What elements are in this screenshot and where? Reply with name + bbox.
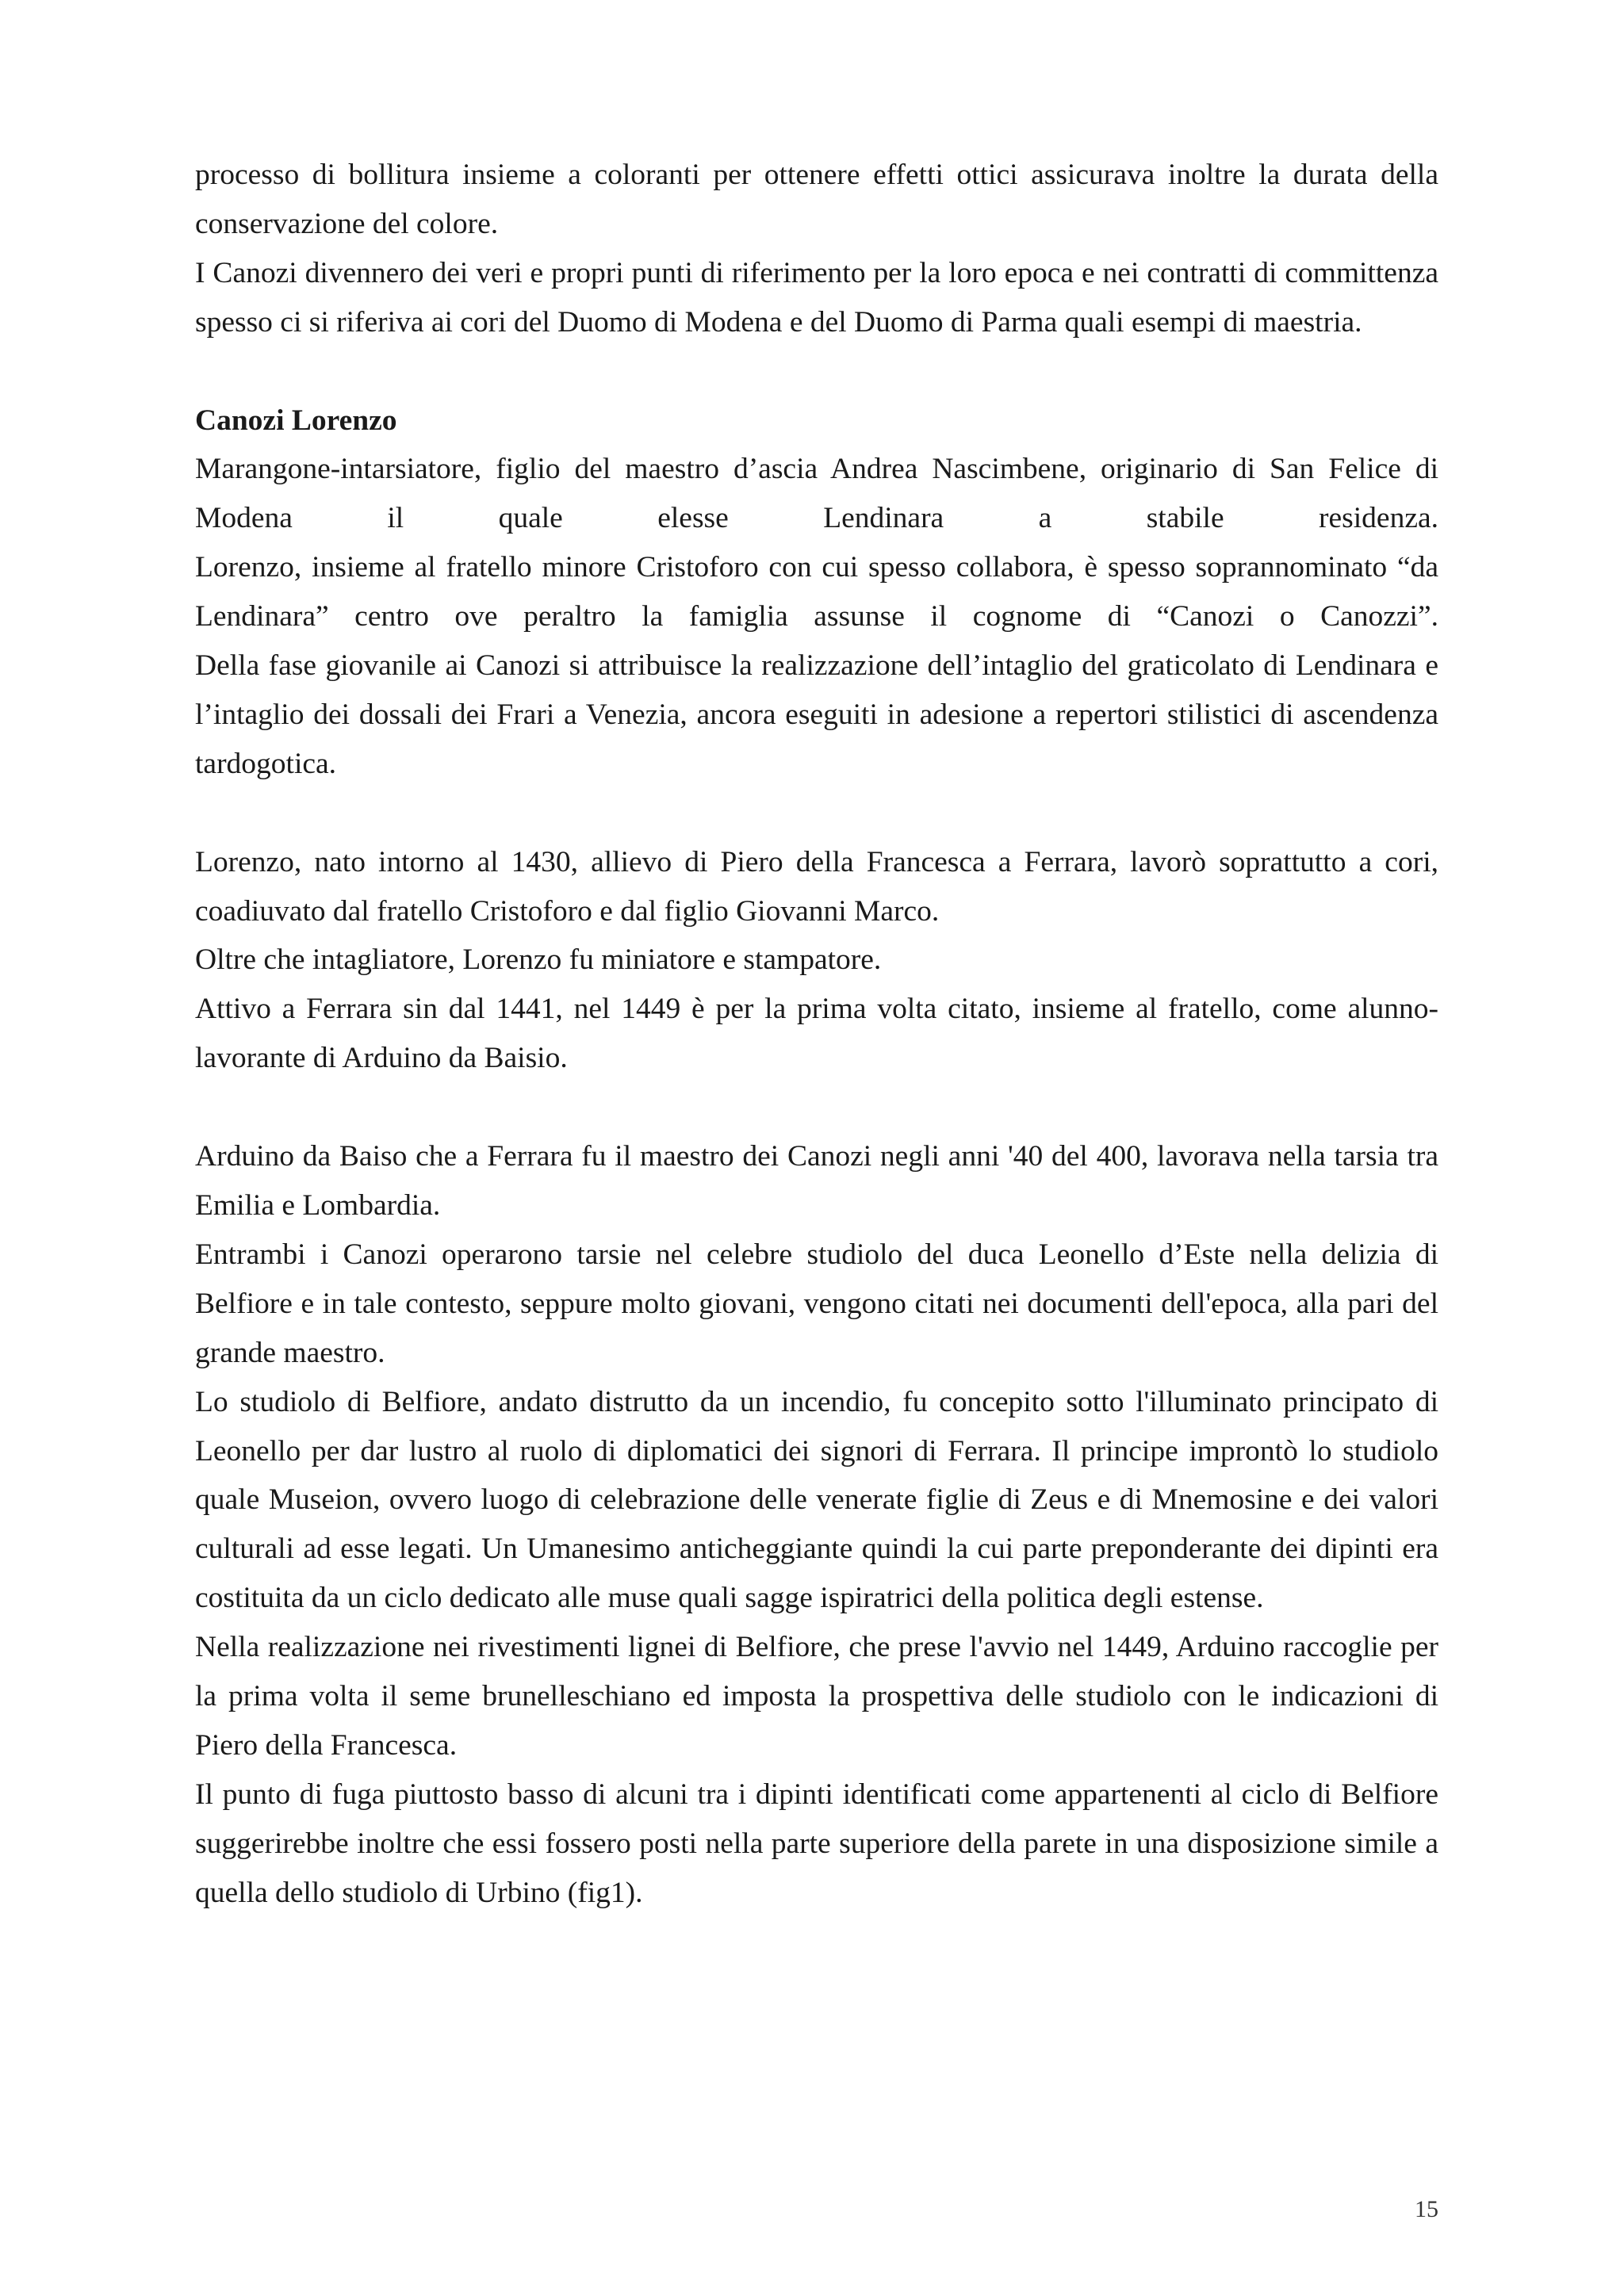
- paragraph-gap: [195, 789, 1438, 838]
- paragraph-gap: [195, 347, 1438, 396]
- paragraph-museion: Lo studiolo di Belfiore, andato distrutto da un incendio, fu concepito sotto l'illuminato principato di Leonello per dar lustro al ruolo di diplomatici dei signori di Ferrara. Il principe improntò lo studiolo quale Museion, ovvero luogo di celebrazione delle venerate figlie di Zeus e di Mnemosine e dei valori culturali ad esse legati. Un Umanesimo anticheggiante quindi la cui parte preponderante dei dipinti era costituita da un ciclo dedicato alle muse quali sagge ispiratrici della politica degli estense.: [195, 1385, 1438, 1615]
- section-heading: Canozi Lorenzo: [195, 404, 397, 437]
- paragraph-arduino: Arduino da Baiso che a Ferrara fu il maestro dei Canozi negli anni '40 del 400, lavorava nella tarsia tra Emilia e Lombardia.: [195, 1140, 1438, 1222]
- paragraph-lorenzo-birth: Lorenzo, nato intorno al 1430, allievo di Piero della Francesca a Ferrara, lavorò soprattutto a cori, coadiuvato dal fratello Cristoforo e dal figlio Giovanni Marco.: [195, 845, 1438, 928]
- document-body: [195, 151, 1438, 1918]
- paragraph-dye-process: processo di bollitura insieme a coloranti per ottenere effetti ottici assicurava inoltre la durata della conservazione del colore.: [195, 159, 1438, 240]
- paragraph-marangone: Marangone-intarsiatore, figlio del maestro d’ascia Andrea Nascimbene, originario di San Felice di Modena il quale elesse Lendinara a stabile residenza.: [195, 453, 1438, 535]
- paragraph-perspective: Nella realizzazione nei rivestimenti lignei di Belfiore, che prese l'avvio nel 1449, Arduino raccoglie per la prima volta il seme brunelleschiano ed imposta la prospettiva delle studiolo con le indicazioni di Piero della Francesca.: [195, 1631, 1438, 1762]
- paragraph-vanishing-point: Il punto di fuga piuttosto basso di alcuni tra i dipinti identificati come appartenenti al ciclo di Belfiore suggerirebbe inoltre che essi fossero posti nella parte superiore della parete in una disposizione simile a quella dello studiolo di Urbino (fig1).: [195, 1777, 1438, 1909]
- paragraph-ferrara: Attivo a Ferrara sin dal 1441, nel 1449 è per la prima volta citato, insieme al fratello, come alunno-lavorante di Arduino da Baisio.: [195, 993, 1438, 1075]
- paragraph-lendinara: Lorenzo, insieme al fratello minore Cristoforo con cui spesso collabora, è spesso soprannominato “da Lendinara” centro ove peraltro la famiglia assunse il cognome di “Canozi o Canozzi”.: [195, 551, 1438, 633]
- paragraph-canozi-reference: I Canozi divennero dei veri e propri punti di riferimento per la loro epoca e nei contratti di committenza spesso ci si riferiva ai cori del Duomo di Modena e del Duomo di Parma quali esempi di maestria.: [195, 256, 1438, 339]
- paragraph-belfiore-studiolo: Entrambi i Canozi operarono tarsie nel celebre studiolo del duca Leonello d’Este nella delizia di Belfiore e in tale contesto, seppure molto giovani, vengono citati nei documenti dell'epoca, alla pari del grande maestro.: [195, 1238, 1438, 1369]
- paragraph-lorenzo-roles: Oltre che intagliatore, Lorenzo fu miniatore e stampatore.: [195, 943, 882, 977]
- page-number: 15: [1415, 2196, 1438, 2222]
- paragraph-gap: [195, 1083, 1438, 1132]
- paragraph-early-phase: Della fase giovanile ai Canozi si attribuisce la realizzazione dell’intaglio del graticolato di Lendinara e l’intaglio dei dossali dei Frari a Venezia, ancora eseguiti in adesione a repertori stilistici di ascendenza tardogotica.: [195, 649, 1438, 780]
